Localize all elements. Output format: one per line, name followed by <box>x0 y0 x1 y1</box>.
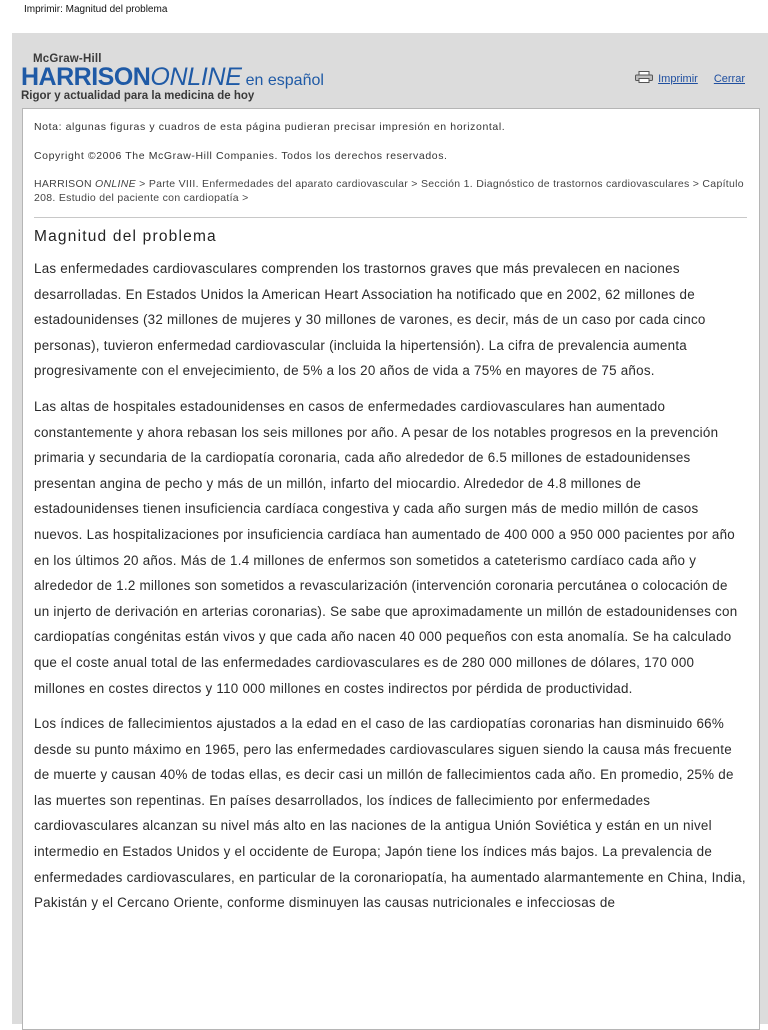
breadcrumb <box>34 178 747 205</box>
copyright-notice: Copyright ©2006 The McGraw-Hill Companies. Todos los derechos reservados. <box>34 150 448 162</box>
breadcrumb-online: ONLINE <box>95 178 136 190</box>
print-note: Nota: algunas figuras y cuadros de esta página pudieran precisar impresión en horizontal. <box>34 121 506 133</box>
page-header-title: Imprimir: Magnitud del problema <box>24 4 168 15</box>
brand-name-italic: ONLINE <box>150 63 242 91</box>
article-panel <box>22 108 760 1030</box>
header-divider <box>34 217 747 218</box>
article-body <box>34 256 747 926</box>
section-title: Magnitud del problema <box>34 228 217 245</box>
harrison-online-logo <box>21 53 351 107</box>
brand-language: en español <box>245 72 324 89</box>
breadcrumb-prefix: HARRISON <box>34 178 96 190</box>
printer-icon[interactable] <box>635 71 653 86</box>
print-link[interactable]: Imprimir <box>658 72 698 85</box>
breadcrumb-path: > Parte VIII. Enfermedades del aparato cardiovascular > Sección 1. Diagnóstico de trastornos cardiovasculares > Capítulo 208. Estudio del paciente con cardiopatía > <box>34 178 744 204</box>
brand-name-bold: HARRISON <box>21 63 151 91</box>
paragraph-1: Las enfermedades cardiovasculares comprenden los trastornos graves que más prevalecen en naciones desarrolladas. En Estados Unidos la American Heart Association ha notificado que en 2002, 62 millones de estadounidenses (32 millones de mujeres y 30 millones de varones, es decir, más de un caso por cada cinco personas), tuvieron enfermedad cardiovascular (incluida la hipertensión). La cifra de prevalencia aumenta progresivamente con el envejecimiento, de 5% a los 20 años de vida a 75% en mayores de 75 años. <box>34 261 706 379</box>
print-action[interactable] <box>635 71 698 86</box>
paragraph-3: Los índices de fallecimientos ajustados a la edad en el caso de las cardiopatías coronarias han disminuido 66% desde su punto máximo en 1965, pero las enfermedades cardiovasculares siguen siendo la causa más frecuente de muerte y causan 40% de todas ellas, es decir casi un millón de fallecimientos cada año. En promedio, 25% de las muertes son repentinas. En países desarrollados, los índices de fallecimiento por enfermedades cardiovasculares alcanzan su nivel más alto en las naciones de la antigua Unión Soviética y están en un nivel intermedio en Estados Unidos y el occidente de Europa; Japón tiene los índices más bajos. La prevalencia de enfermedades cardiovasculares, en particular de la coronariopatía, ha aumentado alarmantemente en China, India, Pakistán y el Cercano Oriente, conforme disminuyen las causas nutricionales e infecciosas de <box>34 716 746 911</box>
print-actions <box>635 71 745 86</box>
publisher-name: McGraw-Hill <box>33 53 102 65</box>
paragraph-2: Las altas de hospitales estadounidenses en casos de enfermedades cardiovasculares han aumentado constantemente y ahora rebasan los seis millones por año. A pesar de los notables progresos en la prevención primaria y secundaria de la cardiopatía coronaria, cada año alrededor de 6.5 millones de estadounidenses presentan angina de pecho y más de un millón, infarto del miocardio. Alrededor de 4.8 millones de estadounidenses tienen insuficiencia cardíaca congestiva y cada año surgen más de medio millón de casos nuevos. Las hospitalizaciones por insuficiencia cardíaca han aumentado de 400 000 a 950 000 pacientes por año en los últimos 20 años. Más de 1.4 millones de enfermos son sometidos a cateterismo cardíaco cada año y alrededor de 1.2 millones son sometidos a revascularización (intervención coronaria percutánea o colocación de un injerto de derivación en arterias coronarias). Se sabe que aproximadamente un millón de estadounidenses con cardiopatías congénitas están vivos y que cada año nacen 40 000 pequeños con esta anomalía. Se ha calculado que el coste anual total de las enfermedades cardiovasculares es de 280 000 millones de dólares, 170 000 millones en costes directos y 110 000 millones en costes indirectos por pérdida de productividad. <box>34 398 738 696</box>
close-link[interactable]: Cerrar <box>713 72 745 85</box>
print-frame <box>12 33 768 1024</box>
brand-tagline: Rigor y actualidad para la medicina de hoy <box>21 90 255 102</box>
